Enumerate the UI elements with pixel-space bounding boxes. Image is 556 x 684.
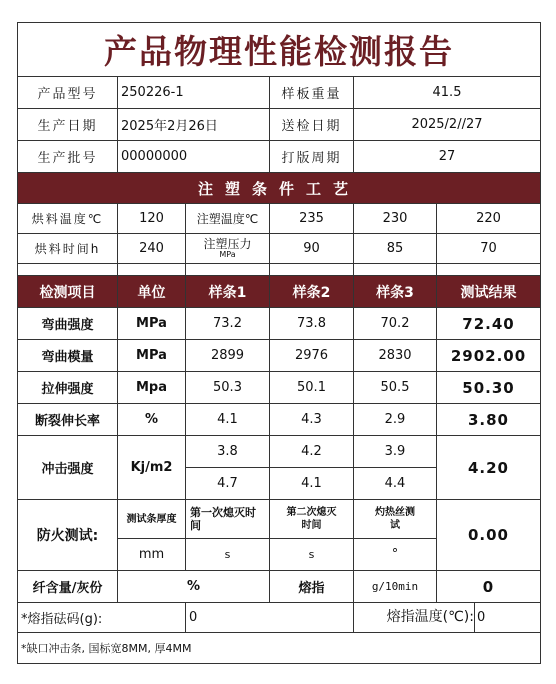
melt-label: 熔指 bbox=[270, 571, 354, 603]
impact-sample-3a: 3.9 bbox=[354, 436, 437, 468]
impact-name: 冲击强度 bbox=[18, 436, 118, 500]
table-row bbox=[18, 404, 541, 436]
weight-value: 41.5 bbox=[354, 77, 541, 109]
pressure-label: 注塑压力 bbox=[203, 237, 252, 251]
batch-value: 00000000 bbox=[118, 141, 270, 173]
test-sample-2: 2976 bbox=[270, 340, 354, 372]
test-unit: MPa bbox=[118, 340, 186, 372]
melt-weight-value: 0 bbox=[186, 603, 354, 633]
fire-row bbox=[18, 500, 541, 539]
fiber-name: 纤含量/灰份 bbox=[18, 571, 118, 603]
table-row bbox=[18, 340, 541, 372]
test-sample-1: 2899 bbox=[186, 340, 270, 372]
test-sample-2: 4.3 bbox=[270, 404, 354, 436]
cycle-label: 打版周期 bbox=[270, 141, 354, 173]
model-label: 产品型号 bbox=[18, 77, 118, 109]
fiber-unit: % bbox=[118, 571, 270, 603]
test-result: 50.30 bbox=[437, 372, 541, 404]
header-sample-3: 样条3 bbox=[354, 276, 437, 308]
mold-temp-2: 230 bbox=[354, 204, 437, 234]
test-sample-3: 2830 bbox=[354, 340, 437, 372]
melt-unit: g/10min bbox=[354, 571, 437, 603]
pressure-2: 85 bbox=[354, 234, 437, 264]
test-unit: % bbox=[118, 404, 186, 436]
test-result: 3.80 bbox=[437, 404, 541, 436]
test-sample-1: 73.2 bbox=[186, 308, 270, 340]
pressure-cell bbox=[186, 234, 270, 264]
test-name: 弯曲强度 bbox=[18, 308, 118, 340]
melt-temp-value: 0 bbox=[474, 603, 485, 632]
note-row bbox=[18, 633, 541, 664]
impact-result: 4.20 bbox=[437, 436, 541, 500]
test-sample-3: 50.5 bbox=[354, 372, 437, 404]
melt-weight-label: *熔指砝码(g): bbox=[18, 603, 186, 633]
mold-temp-label: 注塑温度℃ bbox=[186, 204, 270, 234]
table-row bbox=[18, 308, 541, 340]
header-sample-2: 样条2 bbox=[270, 276, 354, 308]
mold-temp-1: 235 bbox=[270, 204, 354, 234]
fire-col-second: 第二次熄灭时间 bbox=[270, 500, 354, 539]
prod-date-label: 生产日期 bbox=[18, 109, 118, 141]
dry-temp-label: 烘料温度℃ bbox=[18, 204, 118, 234]
pressure-unit: MPa bbox=[219, 250, 236, 259]
dry-temp-value: 120 bbox=[118, 204, 186, 234]
melt-row bbox=[18, 603, 541, 633]
fiber-row bbox=[18, 571, 541, 603]
test-name: 拉伸强度 bbox=[18, 372, 118, 404]
report-sheet bbox=[17, 22, 540, 664]
weight-label: 样板重量 bbox=[270, 77, 354, 109]
fire-unit-glow: ° bbox=[354, 539, 437, 571]
test-sample-1: 4.1 bbox=[186, 404, 270, 436]
header-result: 测试结果 bbox=[437, 276, 541, 308]
test-unit: Mpa bbox=[118, 372, 186, 404]
report-title: 产品物理性能检测报告 bbox=[18, 23, 541, 77]
test-sample-3: 70.2 bbox=[354, 308, 437, 340]
test-result: 72.40 bbox=[437, 308, 541, 340]
melt-temp-cell bbox=[354, 603, 541, 633]
note-text: *缺口冲击条, 国标宽8MM, 厚4MM bbox=[18, 633, 541, 664]
prod-date-value: 2025年2月26日 bbox=[118, 109, 270, 141]
spacer bbox=[18, 264, 118, 276]
test-name: 弯曲模量 bbox=[18, 340, 118, 372]
fire-col-glow: 灼热丝测试 bbox=[354, 500, 437, 539]
inspect-date-label: 送检日期 bbox=[270, 109, 354, 141]
impact-sample-2b: 4.1 bbox=[270, 468, 354, 500]
dry-time-label: 烘料时间h bbox=[18, 234, 118, 264]
impact-row bbox=[18, 436, 541, 468]
impact-sample-1a: 3.8 bbox=[186, 436, 270, 468]
fire-col-thickness: 测试条厚度 bbox=[118, 500, 186, 539]
table-row bbox=[18, 372, 541, 404]
impact-unit: Kj/m2 bbox=[118, 436, 186, 500]
melt-temp-label: 熔指温度(℃): bbox=[386, 609, 474, 625]
test-sample-2: 50.1 bbox=[270, 372, 354, 404]
test-sample-2: 73.8 bbox=[270, 308, 354, 340]
fire-unit-second: s bbox=[270, 539, 354, 571]
model-value: 250226-1 bbox=[118, 77, 270, 109]
fire-unit-first: s bbox=[186, 539, 270, 571]
batch-label: 生产批号 bbox=[18, 141, 118, 173]
fiber-result: 0 bbox=[437, 571, 541, 603]
fire-unit-thickness: mm bbox=[118, 539, 186, 571]
pressure-1: 90 bbox=[270, 234, 354, 264]
mold-temp-3: 220 bbox=[437, 204, 541, 234]
header-item: 检测项目 bbox=[18, 276, 118, 308]
fire-name: 防火测试: bbox=[18, 500, 118, 571]
header-sample-1: 样条1 bbox=[186, 276, 270, 308]
test-sample-3: 2.9 bbox=[354, 404, 437, 436]
fire-col-first: 第一次熄灭时间 bbox=[186, 500, 270, 539]
process-band: 注塑条件工艺 bbox=[18, 173, 541, 204]
impact-sample-1b: 4.7 bbox=[186, 468, 270, 500]
dry-time-value: 240 bbox=[118, 234, 186, 264]
test-unit: MPa bbox=[118, 308, 186, 340]
header-unit: 单位 bbox=[118, 276, 186, 308]
inspect-date-value: 2025/2//27 bbox=[354, 109, 541, 141]
fire-result: 0.00 bbox=[437, 500, 541, 571]
report-table bbox=[17, 22, 541, 664]
test-sample-1: 50.3 bbox=[186, 372, 270, 404]
impact-sample-2a: 4.2 bbox=[270, 436, 354, 468]
cycle-value: 27 bbox=[354, 141, 541, 173]
test-result: 2902.00 bbox=[437, 340, 541, 372]
impact-sample-3b: 4.4 bbox=[354, 468, 437, 500]
pressure-3: 70 bbox=[437, 234, 541, 264]
test-name: 断裂伸长率 bbox=[18, 404, 118, 436]
